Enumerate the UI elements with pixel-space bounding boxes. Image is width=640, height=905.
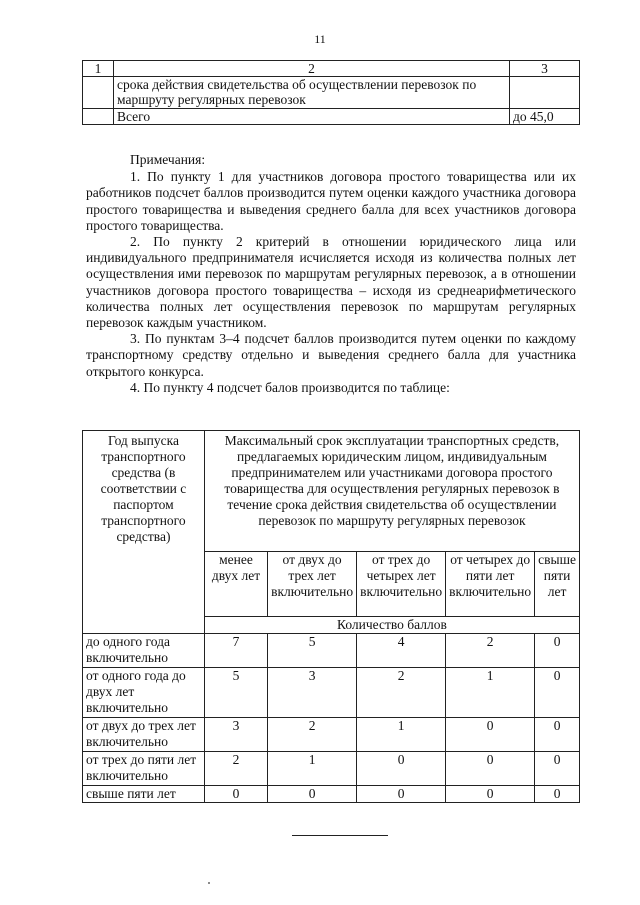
score-cell: 0 bbox=[268, 786, 357, 803]
row-label: до одного года включительно bbox=[83, 634, 205, 668]
top-table-continuation-text: срока действия свидетельства об осуществлении перевозок по маршруту регулярных перевозок bbox=[114, 77, 510, 109]
score-cell: 7 bbox=[204, 634, 267, 668]
top-table-header-2: 2 bbox=[114, 61, 510, 77]
top-table-row bbox=[83, 77, 580, 109]
score-table-corner-header: Год выпуска транспортного средства (в соответствии с паспортом транспортного средства) bbox=[83, 431, 205, 634]
score-cell: 3 bbox=[268, 668, 357, 718]
top-table-total-value: до 45,0 bbox=[510, 109, 580, 125]
row-label: свыше пяти лет bbox=[83, 786, 205, 803]
top-table-cell bbox=[83, 77, 114, 109]
table-row bbox=[83, 752, 580, 786]
row-label: от двух до трех лет включительно bbox=[83, 718, 205, 752]
top-table-header-1: 1 bbox=[83, 61, 114, 77]
footer-divider bbox=[292, 835, 388, 836]
score-cell: 3 bbox=[204, 718, 267, 752]
note-item: 3. По пунктам 3–4 подсчет баллов производится путем оценки по каждому транспортному средству отдельно и выведения среднего балла для участника открытого конкурса. bbox=[86, 331, 576, 379]
top-table-header-row bbox=[83, 61, 580, 77]
score-table bbox=[82, 430, 580, 803]
score-table-score-label: Количество баллов bbox=[204, 617, 579, 634]
row-label: от трех до пяти лет включительно bbox=[83, 752, 205, 786]
score-cell: 5 bbox=[204, 668, 267, 718]
top-table-total-row bbox=[83, 109, 580, 125]
notes-title: Примечания: bbox=[130, 152, 206, 167]
table-row bbox=[83, 786, 580, 803]
score-table-header-row bbox=[83, 431, 580, 552]
table-row bbox=[83, 718, 580, 752]
notes-section bbox=[86, 152, 576, 396]
score-cell: 0 bbox=[446, 786, 535, 803]
top-table-header-3: 3 bbox=[510, 61, 580, 77]
note-item: 2. По пункту 2 критерий в отношении юридического лица или индивидуального предпринимателя исчисляется исходя из количества полных лет осуществления ими перевозок по маршрутам регулярных перевозок, а в отношении участников договора простого товарищества – исходя из среднеарифметического количества полных лет осуществления перевозок по маршрутам регулярных перевозок каждым участником. bbox=[86, 234, 576, 331]
score-cell: 5 bbox=[268, 634, 357, 668]
top-table-cell bbox=[510, 77, 580, 109]
score-cell: 0 bbox=[446, 752, 535, 786]
score-cell: 0 bbox=[535, 668, 580, 718]
score-table-column-header: от четырех до пяти лет включительно bbox=[446, 552, 535, 617]
top-table-cell bbox=[83, 109, 114, 125]
score-cell: 0 bbox=[204, 786, 267, 803]
score-cell: 0 bbox=[535, 634, 580, 668]
score-table-column-header: свыше пяти лет bbox=[535, 552, 580, 617]
table-row bbox=[83, 668, 580, 718]
score-cell: 2 bbox=[204, 752, 267, 786]
table-row bbox=[83, 634, 580, 668]
top-table-total-label: Всего bbox=[114, 109, 510, 125]
score-cell: 2 bbox=[357, 668, 446, 718]
score-cell: 0 bbox=[535, 786, 580, 803]
note-item: 1. По пункту 1 для участников договора простого товарищества или их работников подсчет баллов производится путем оценки каждого участника договора простого товарищества и выведения среднего балла для всех участников договора простого товарищества. bbox=[86, 169, 576, 233]
score-cell: 2 bbox=[446, 634, 535, 668]
scan-speck bbox=[208, 882, 210, 884]
note-item: 4. По пункту 4 подсчет балов производится по таблице: bbox=[130, 379, 450, 395]
score-cell: 0 bbox=[535, 752, 580, 786]
score-table-column-header: менее двух лет bbox=[204, 552, 267, 617]
score-cell: 0 bbox=[446, 718, 535, 752]
score-cell: 2 bbox=[268, 718, 357, 752]
score-cell: 0 bbox=[357, 752, 446, 786]
score-cell: 1 bbox=[446, 668, 535, 718]
score-table-group-header: Максимальный срок эксплуатации транспортных средств, предлагаемых юридическим лицом, индивидуальным предпринимателем или участниками договора простого товарищества для осуществления регулярных перевозок в течение срока действия свидетельства об осуществлении перевозок по маршруту регулярных перевозок bbox=[204, 431, 579, 552]
score-table-column-header: от трех до четырех лет включительно bbox=[357, 552, 446, 617]
score-cell: 1 bbox=[268, 752, 357, 786]
score-table-column-header: от двух до трех лет включительно bbox=[268, 552, 357, 617]
score-cell: 4 bbox=[357, 634, 446, 668]
score-cell: 0 bbox=[535, 718, 580, 752]
score-cell: 0 bbox=[357, 786, 446, 803]
score-cell: 1 bbox=[357, 718, 446, 752]
page-number: 11 bbox=[314, 32, 326, 46]
row-label: от одного года до двух лет включительно bbox=[83, 668, 205, 718]
top-table-continuation bbox=[82, 60, 580, 125]
